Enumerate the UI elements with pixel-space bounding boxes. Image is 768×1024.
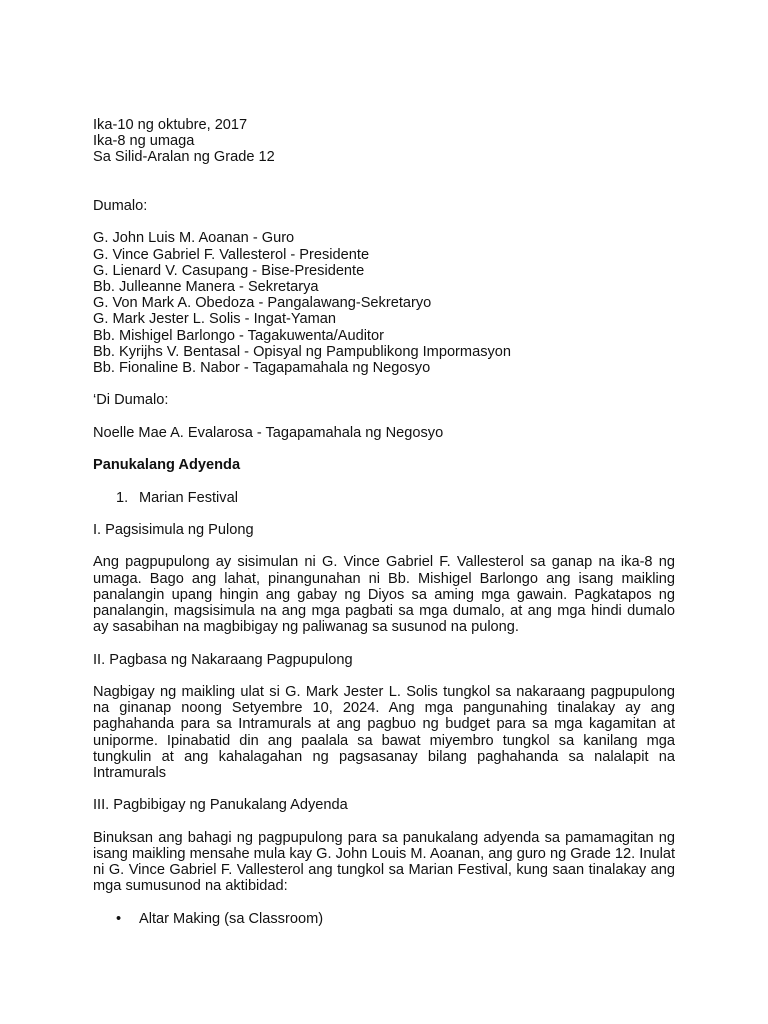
section-title-2: II. Pagbasa ng Nakaraang Pagpupulong [93, 651, 353, 668]
attendee-item: Bb. Mishigel Barlongo - Tagakuwenta/Auditor [93, 327, 384, 344]
attendee-item: G. Vince Gabriel F. Vallesterol - Presidente [93, 246, 370, 263]
attendee-item: Bb. Fionaline B. Nabor - Tagapamahala ng Negosyo [93, 360, 431, 376]
document-page [93, 117, 675, 927]
meeting-details [93, 117, 675, 166]
agenda-title: Panukalang Adyenda [93, 457, 241, 474]
meeting-place: Sa Silid-Aralan ng Grade 12 [93, 149, 275, 166]
attendee-item: G. Lienard V. Casupang - Bise-Presidente [93, 262, 365, 279]
meeting-date: Ika-10 ng oktubre, 2017 [93, 117, 248, 133]
attendee-item: Bb. Julleanne Manera - Sekretarya [93, 278, 319, 295]
section-body-1: Ang pagpupulong ay sisimulan ni G. Vince Gabriel F. Vallesterol sa ganap na ika-8 ng umaga. Bago ang lahat, pinangunahan ni Bb. Mishigel Barlongo ang isang maikling panalangin upang hingin ang gabay ng Diyos sa aming mga gawain. Pagkatapos ng panalangin, magsisimula na ang mga pagbati sa mga dumalo, at ang mga hindi dumalo ay sasabihan na magbibigay ng paliwanag sa susunod na pulong. [93, 554, 675, 636]
section-body-3: Binuksan ang bahagi ng pagpupulong para sa panukalang adyenda sa pamamagitan ng isang maikling mensahe mula kay G. John Louis M. Aoanan, ang guro ng Grade 12. Inulat ni G. Vince Gabriel F. Vallesterol ang tungkol sa Marian Festival, kung saan tinalakay ang mga sumusunod na aktibidad: [93, 829, 675, 895]
agenda-item-number: 1. [116, 489, 129, 506]
bullet-item-text: Altar Making (sa Classroom) [139, 910, 324, 927]
section-body-2: Nagbigay ng maikling ulat si G. Mark Jester L. Solis tungkol sa nakaraang pagpupulong na ginanap noong Setyembre 10, 2024. Ang mga pangunahing tinalakay ay ang paghahanda para sa Intramurals at ang pagbuo ng budget para sa mga kagamitan at uniporme. Ipinabatid din ang paalala sa bawat miyembro tungkol sa kanilang mga tungkulin at ang kahalagahan ng pagsasanay bilang paghahanda sa nalalapit na Intramurals [93, 683, 675, 781]
attendee-item: G. Mark Jester L. Solis - Ingat-Yaman [93, 311, 337, 328]
agenda-item-text: Marian Festival [139, 489, 238, 506]
section-title-3: III. Pagbibigay ng Panukalang Adyenda [93, 797, 348, 814]
attended-label: Dumalo: [93, 197, 148, 214]
absentee-item: Noelle Mae A. Evalarosa - Tagapamahala ng Negosyo [93, 424, 444, 441]
attendee-item: Bb. Kyrijhs V. Bentasal - Opisyal ng Pampublikong Impormasyon [93, 343, 512, 360]
bullet-item [93, 911, 675, 927]
attended-list [93, 230, 675, 376]
section-title-1: I. Pagsisimula ng Pulong [93, 521, 254, 538]
meeting-time: Ika-8 ng umaga [93, 133, 195, 150]
bullet-icon: • [116, 910, 122, 927]
agenda-item [93, 490, 675, 506]
absent-label: ‘Di Dumalo: [93, 392, 169, 409]
attendee-item: G. John Luis M. Aoanan - Guro [93, 230, 295, 247]
attendee-item: G. Von Mark A. Obedoza - Pangalawang-Sekretaryo [93, 295, 432, 312]
